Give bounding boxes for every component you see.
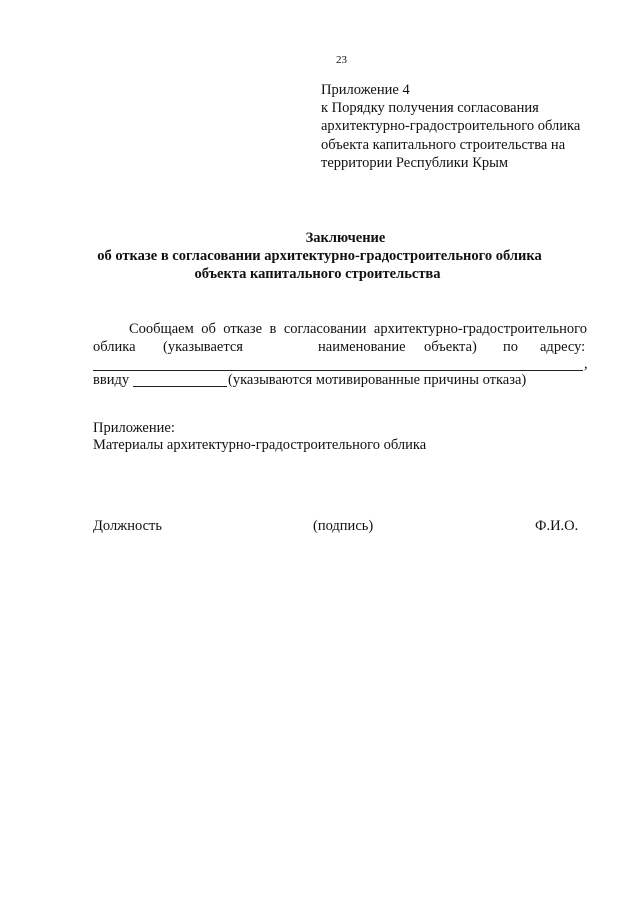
body-word: облика [93, 339, 136, 355]
appendix-line: территории Республики Крым [321, 154, 509, 171]
address-comma: , [584, 356, 588, 372]
reason-note: (указываются мотивированные причины отказа) [228, 372, 527, 388]
body-word: объекта) [424, 339, 477, 355]
appendix-line: к Порядку получения согласования [321, 100, 539, 117]
body-word: наименование [318, 339, 406, 355]
body-word: адресу: [540, 339, 586, 355]
appendix-header [321, 81, 580, 172]
signature-field: (подпись) [313, 518, 374, 534]
body-line-1: Сообщаем об отказе в согласовании архитектурно-градостроительного [129, 321, 587, 337]
document-title: Заключение [305, 230, 386, 246]
address-blank-line [93, 370, 583, 371]
signature-position: Должность [93, 518, 162, 534]
document-subtitle-line: объекта капитального строительства [194, 266, 441, 282]
document-subtitle-line: об отказе в согласовании архитектурно-градостроительного облика [97, 248, 542, 264]
signature-name: Ф.И.О. [535, 518, 579, 534]
appendix-line: Приложение 4 [321, 82, 410, 98]
page-number: 23 [336, 54, 347, 66]
attachment-text: Материалы архитектурно-градостроительного облика [93, 437, 427, 453]
body-word: (указывается [163, 339, 243, 355]
appendix-line: объекта капитального строительства на [321, 136, 566, 153]
body-word: по [503, 339, 519, 355]
attachment-label: Приложение: [93, 420, 175, 436]
appendix-line: архитектурно-градостроительного облика [321, 118, 581, 135]
reason-blank-line [133, 386, 227, 387]
reason-prefix: ввиду [93, 372, 130, 388]
